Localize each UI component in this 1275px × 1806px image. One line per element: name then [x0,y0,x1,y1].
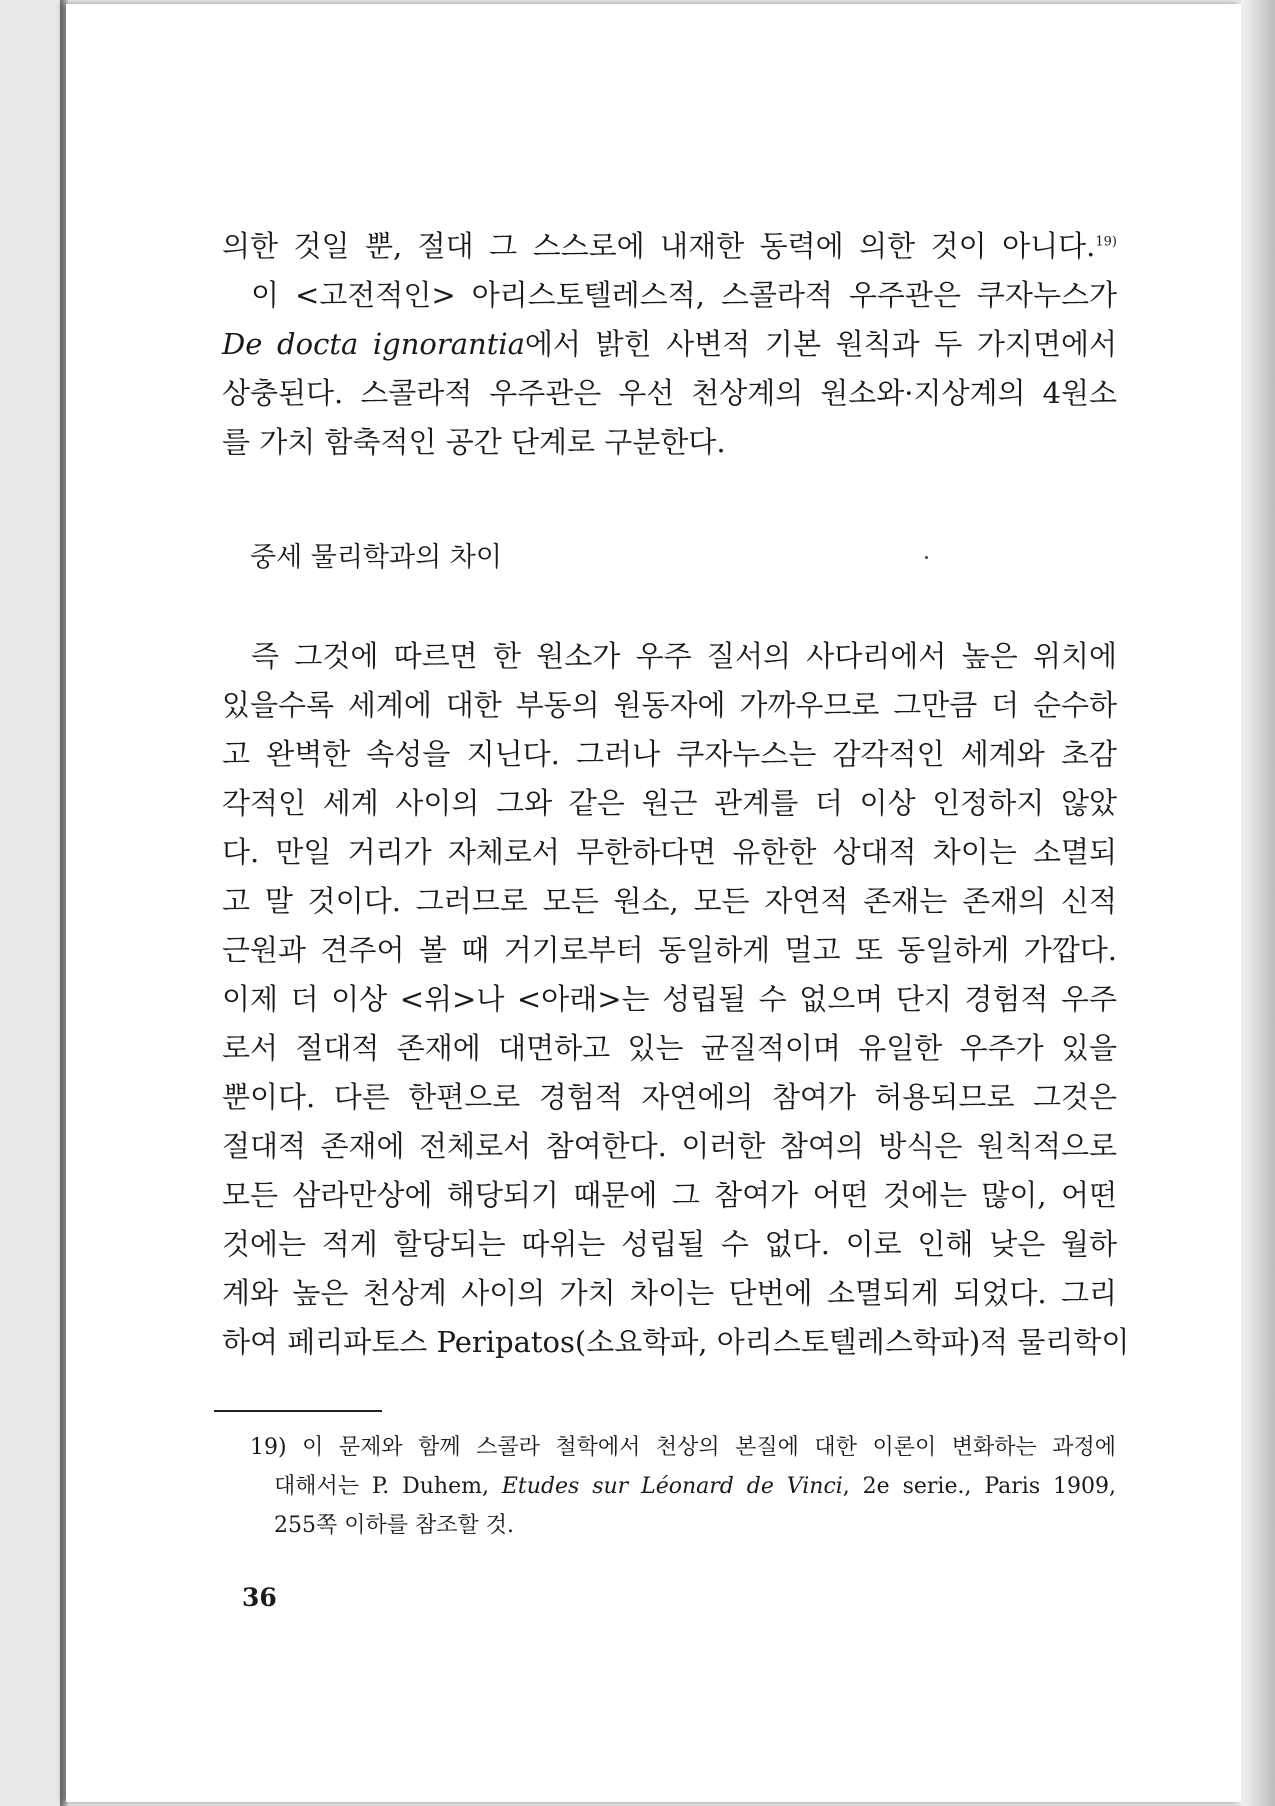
top-paragraphs [222,222,1117,467]
text-line: 고 말 것이다. 그러므로 모든 원소, 모든 자연적 존재는 존재의 신적 [222,884,1117,918]
text-line: 고 완벽한 속성을 지닌다. 그러나 쿠자누스는 감각적인 세계와 초감 [222,737,1117,771]
stray-dot [925,556,928,559]
book-title-italic: De docta ignorantia [222,327,525,361]
footnote-line: 19) 이 문제와 함께 스콜라 철학에서 천상의 본질에 대한 이론이 변화하는 과정에 [250,1435,1116,1460]
text-line: 것에는 적게 할당되는 따위는 성립될 수 없다. 이로 인해 낮은 월하 [222,1227,1117,1261]
text-line: 즉 그것에 따르면 한 원소가 우주 질서의 사다리에서 높은 위치에 [251,639,1117,673]
text-line: 각적인 세계 사이의 그와 같은 원근 관계를 더 이상 인정하지 않았 [222,786,1117,820]
text-line: 절대적 존재에 전체로서 참여한다. 이러한 참여의 방식은 원칙적으로 [222,1129,1117,1163]
text-line: 로서 절대적 존재에 대면하고 있는 균질적이며 유일한 우주가 있을 [222,1031,1117,1065]
page-edge-shadow [1241,0,1275,1806]
footnote-line: 대해서는 P. Duhem, Etudes sur Léonard de Vinci, 2e serie., Paris 1909, [274,1474,1116,1499]
text-line: 의한 것일 뿐, 절대 그 스스로에 내재한 동력에 의한 것이 아니다.$^{19)}$ [222,229,1117,263]
footnote-divider [214,1410,382,1412]
text-line: 를 가치 함축적인 공간 단계로 구분한다. [222,425,726,459]
text-line: 근원과 견주어 볼 때 거기로부터 동일하게 멀고 또 동일하게 가깝다. [222,933,1117,967]
text-line: De docta ignorantia에서 밝힌 사변적 기본 원칙과 두 가지면에서 [222,327,1117,361]
book-title-italic: Etudes sur Léonard de Vinci [501,1474,843,1499]
page-number: 36 [242,1583,277,1612]
footnote-line: 255쪽 이하를 참조할 것. [274,1513,514,1538]
footnote [250,1428,1116,1545]
text-line: 이제 더 이상 <위>나 <아래>는 성립될 수 없으며 단지 경험적 우주 [222,982,1117,1016]
text-line: 상충된다. 스콜라적 우주관은 우선 천상계의 원소와·지상계의 4원소 [222,376,1117,410]
text-line: 모든 삼라만상에 해당되기 때문에 그 참여가 어떤 것에는 많이, 어떤 [222,1178,1117,1212]
text-line: 이 <고전적인> 아리스토텔레스적, 스콜라적 우주관은 쿠자누스가 [251,278,1117,312]
text-line: 있을수록 세계에 대한 부동의 원동자에 가까우므로 그만큼 더 순수하 [222,688,1117,722]
text-line: 뿐이다. 다른 한편으로 경험적 자연에의 참여가 허용되므로 그것은 [222,1080,1117,1114]
text-line: 하여 페리파토스 Peripatos(소요학파, 아리스토텔레스학파)적 물리학이 [222,1325,1130,1359]
body-paragraph [222,632,1130,1367]
section-heading: 중세 물리학과의 차이 [250,542,502,573]
text-line: 다. 만일 거리가 자체로서 무한하다면 유한한 상대적 차이는 소멸되 [222,835,1117,869]
text-line: 계와 높은 천상계 사이의 가치 차이는 단번에 소멸되게 되었다. 그리 [222,1276,1117,1310]
footnote-ref[interactable]: 19) [1095,234,1117,250]
